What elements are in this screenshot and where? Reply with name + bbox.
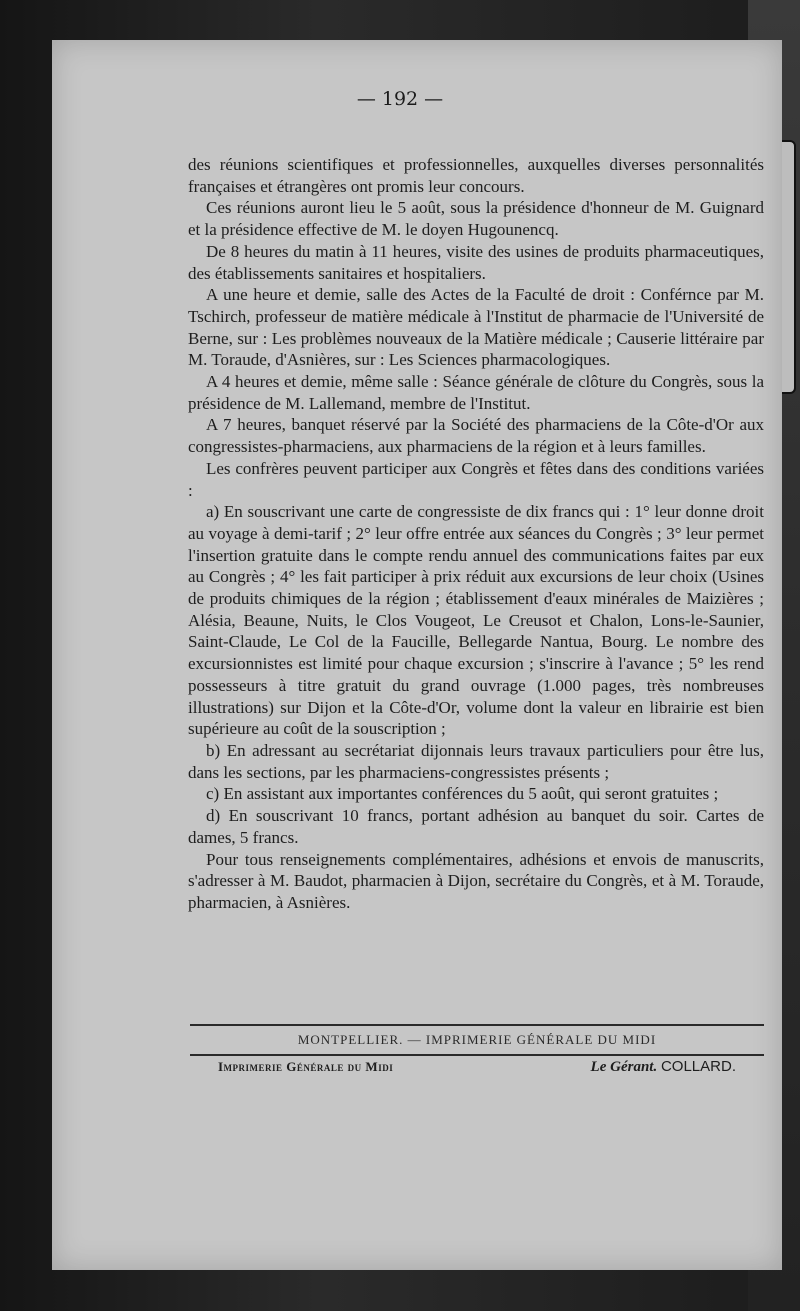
- page-number: — 192 —: [356, 88, 444, 110]
- imprint-line: MONTPELLIER. — IMPRIMERIE GÉNÉRALE DU MIDI: [297, 1032, 657, 1047]
- printer-credit: Imprimerie Générale du Midi: [218, 1059, 394, 1074]
- paragraph: A une heure et demie, salle des Actes de la Faculté de droit : Conférnce par M. Tschirch, professeur de matière médicale à l'Institut de pharmacie de l'Université de Berne, sur : Les problèmes nouveaux de la Matière médicale ; Causerie littéraire par M. Toraude, d'Asnières, sur : Les Sciences pharmacologiques.: [188, 285, 764, 370]
- paragraph: Les confrères peuvent participer aux Congrès et fêtes dans des conditions variées :: [188, 458, 764, 500]
- paragraph: a) En souscrivant une carte de congressiste de dix francs qui : 1° leur donne droit au voyage à demi-tarif ; 2° leur offre entrée aux séances du Congrès ; 3° leur permet l'insertion gratuite dans le compte rendu annuel des communications faites par eux au Congrès ; 4° les fait participer à prix réduit aux excursions de leur choix (Usines de produits chimiques de la région ; établissement d'eaux minérales de Maizières ; Alésia, Beaune, Nuits, le Clos Vougeot, Le Creusot et Chalon, Lons-le-Saunier, Saint-Claude, Le Col de la Faucille, Bellegarde Nantua, Bourg. Le nombre des excursionnistes est limité pour chaque excursion ; s'inscrire à l'avance ; 5° les rend possesseurs à titre gratuit du grand ouvrage (1.000 pages, très nombreuses illustrations) sur Dijon et la Côte-d'Or, volume dont la valeur en librairie est bien supérieure au coût de la souscription ;: [188, 502, 764, 739]
- paragraph: d) En souscrivant 10 francs, portant adhésion au banquet du soir. Cartes de dames, 5 francs.: [188, 806, 764, 847]
- paragraph: des réunions scientifiques et professionnelles, auxquelles diverses personnalités françaises et étrangères ont promis leur concours.: [188, 155, 764, 196]
- paragraph: Ces réunions auront lieu le 5 août, sous la présidence d'honneur de M. Guignard et la présidence effective de M. le doyen Hugounencq.: [188, 198, 764, 240]
- paragraph: A 7 heures, banquet réservé par la Société des pharmaciens de la Côte-d'Or aux congressistes-pharmaciens, aux pharmaciens de la région et à leurs familles.: [188, 415, 764, 457]
- top-rule: [190, 1024, 764, 1026]
- paragraph: c) En assistant aux importantes conférences du 5 août, qui seront gratuites ;: [206, 784, 719, 804]
- manager-credit: [591, 1058, 736, 1076]
- body-text: [188, 154, 764, 914]
- bottom-rule: [190, 1054, 764, 1056]
- manager-name: COLLARD.: [660, 1058, 736, 1075]
- paragraph: De 8 heures du matin à 11 heures, visite des usines de produits pharmaceutiques, des établissements sanitaires et hospitaliers.: [188, 241, 764, 283]
- manager-label: Le Gérant.: [590, 1059, 658, 1075]
- paragraph: A 4 heures et demie, même salle : Séance générale de clôture du Congrès, sous la présidence de M. Lallemand, membre de l'Institut.: [188, 372, 764, 413]
- paragraph: Pour tous renseignements complémentaires, adhésions et envois de manuscrits, s'adresser à M. Baudot, pharmacien à Dijon, secrétaire du Congrès, et à M. Toraude, pharmacien, à Asnières.: [188, 849, 764, 912]
- paragraph: b) En adressant au secrétariat dijonnais leurs travaux particuliers pour être lus, dans les sections, par les pharmaciens-congressistes présents ;: [188, 740, 764, 782]
